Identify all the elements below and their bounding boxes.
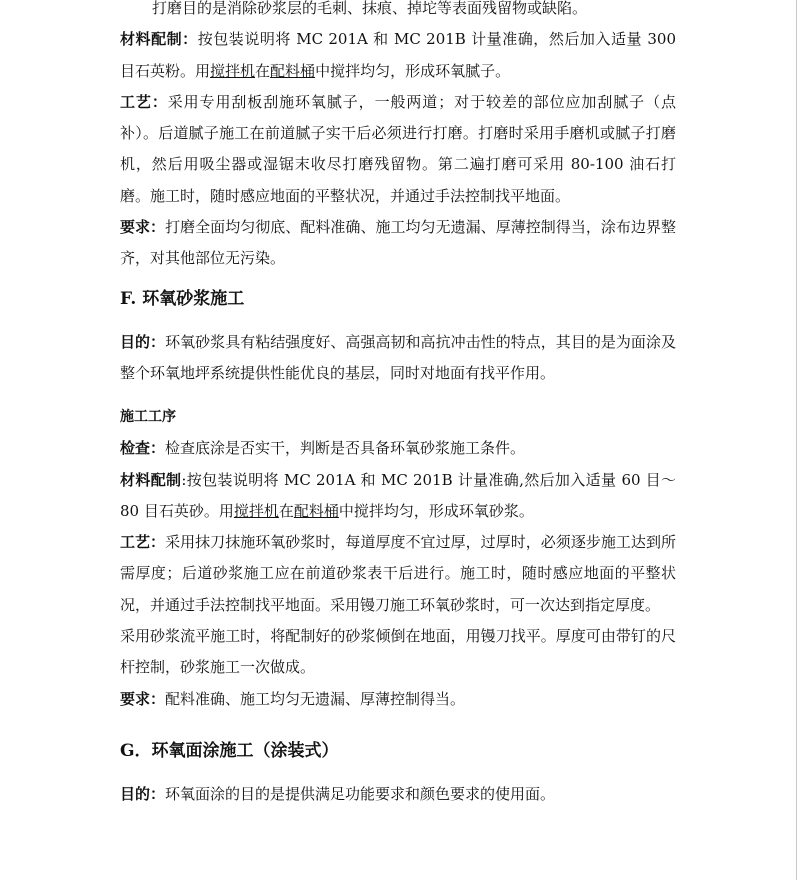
bucket-link[interactable]: 配料桶 (293, 501, 339, 520)
mixer-link[interactable]: 搅拌机 (210, 61, 256, 80)
mortar-purpose-paragraph: 目的：环氧砂浆具有粘结强度好、高强高韧和高抗冲击性的特点，其目的是为面涂及整个环氧地坪系统提供性能优良的基层，同时对地面有找平作用。 (120, 332, 676, 382)
section-g-heading: G．环氧面涂施工（涂装式） (120, 740, 339, 761)
label: 要求： (120, 689, 166, 708)
putty-requirement-paragraph: 要求：打磨全面均匀彻底、配料准确、施工均匀无遗漏、厚薄控制得当，涂布边界整齐，对其他部位无污染。 (120, 218, 676, 268)
label: 材料配制： (120, 30, 198, 49)
procedure-title: 施工工序 (120, 409, 176, 426)
document-body (120, 0, 676, 810)
mortar-requirement-paragraph: 要求：配料准确、施工均匀无遗漏、厚薄控制得当。 (120, 689, 466, 708)
mortar-check-paragraph: 检查：检查底涂是否实干，判断是否具备环氧砂浆施工条件。 (120, 439, 526, 458)
label: 检查： (120, 439, 166, 458)
label: 要求： (120, 218, 166, 237)
bucket-link[interactable]: 配料桶 (270, 61, 316, 80)
putty-process-paragraph: 工艺：采用专用刮板刮施环氧腻子，一般两道；对于较差的部位应加刮腻子（点补）。后道腻子施工在前道腻子实干后必须进行打磨。打磨时采用手磨机或腻子打磨机，然后用吸尘器或湿锯末收尽打磨残留物。第二遍打磨可采用 80-100 油石打磨。施工时，随时感应地面的平整状况，并通过手法控制找平地面。 (120, 92, 676, 205)
section-f-heading: F. 环氧砂浆施工 (120, 288, 245, 309)
mortar-material-paragraph: 材料配制:按包装说明将 MC 201A 和 MC 201B 计量准确,然后加入适量 60 目～80 目石英砂。用搅拌机在配料桶中搅拌均匀，形成环氧砂浆。 (120, 470, 676, 520)
mortar-flow-paragraph: 采用砂浆流平施工时，将配制好的砂浆倾倒在地面，用镘刀找平。厚度可由带钉的尺杆控制，砂浆施工一次做成。 (120, 627, 676, 677)
label: 目的： (120, 332, 166, 351)
topcoat-purpose-paragraph: 目的：环氧面涂的目的是提供满足功能要求和颜色要求的使用面。 (120, 784, 556, 803)
mixer-link[interactable]: 搅拌机 (233, 501, 279, 520)
mortar-process-paragraph: 工艺：采用抹刀抹施环氧砂浆时，每道厚度不宜过厚，过厚时，必须逐步施工达到所需厚度；后道砂浆施工应在前道砂浆表干后进行。施工时，随时感应地面的平整状况，并通过手法控制找平地面。采用镘刀施工环氧砂浆时，可一次达到指定厚度。 (120, 533, 676, 614)
label: 工艺： (120, 533, 166, 552)
intro-paragraph: 打磨目的是消除砂浆层的毛刺、抹痕、掉坨等表面残留物或缺陷。 (152, 0, 588, 17)
putty-material-paragraph: 材料配制：按包装说明将 MC 201A 和 MC 201B 计量准确，然后加入适量 300 目石英粉。用搅拌机在配料桶中搅拌均匀，形成环氧腻子。 (120, 30, 676, 80)
label: 工艺： (120, 92, 168, 111)
label: 材料配制 (120, 470, 182, 489)
label: 目的： (120, 784, 166, 803)
